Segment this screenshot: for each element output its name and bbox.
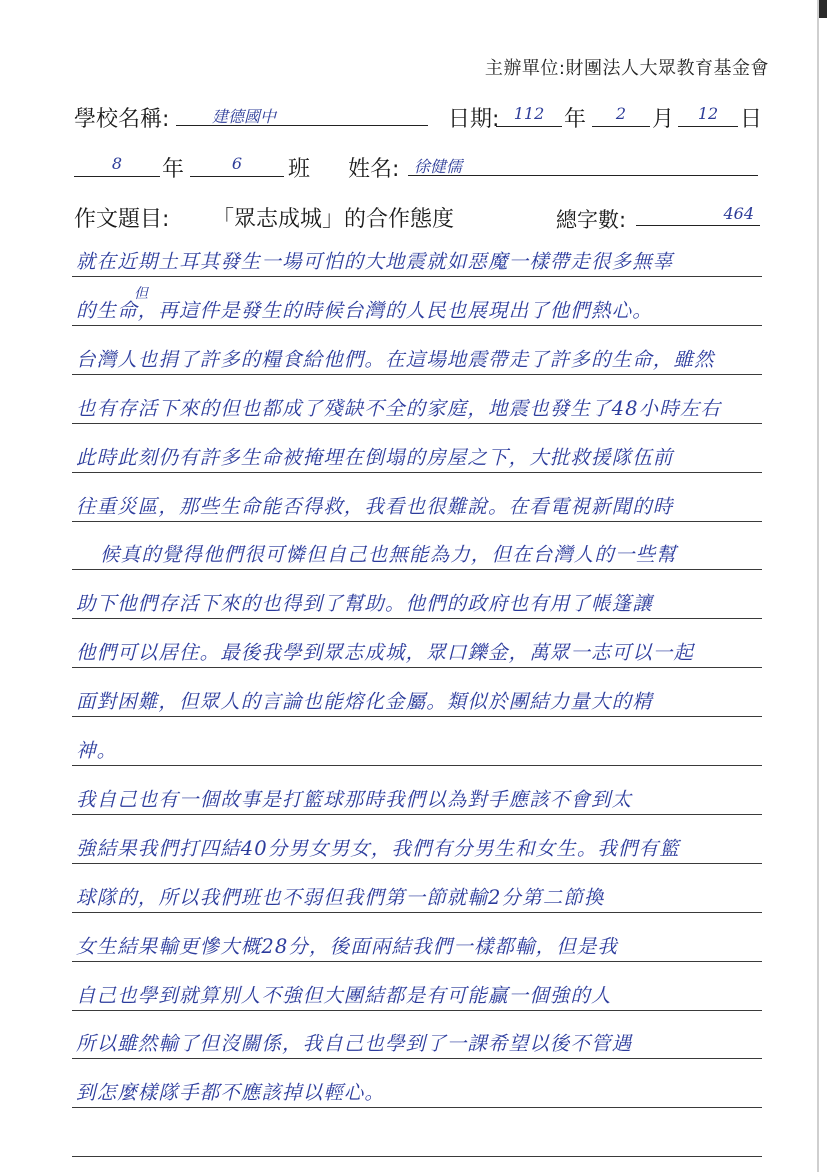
essay-line: 他們可以居住。最後我學到眾志成城，眾口鑠金，萬眾一志可以一起 bbox=[76, 641, 695, 664]
essay-line: 就在近期土耳其發生一場可怕的大地震就如惡魔一樣帶走很多無辜 bbox=[76, 250, 674, 273]
school-field: 建德國中 bbox=[176, 104, 428, 126]
essay-line: 此時此刻仍有許多生命被掩埋在倒塌的房屋之下，大批救援隊伍前 bbox=[76, 446, 674, 469]
year-field: 112 bbox=[496, 104, 562, 127]
ruled-line bbox=[72, 667, 762, 668]
grade-label: 年 bbox=[162, 157, 185, 182]
essay-line: 所以雖然輸了但沒關係，我自己也學到了一課希望以後不管遇 bbox=[76, 1032, 633, 1055]
ruled-line bbox=[72, 961, 762, 962]
essay-line: 面對困難，但眾人的言論也能熔化金屬。類似於團結力量大的精 bbox=[76, 690, 653, 713]
ruled-line bbox=[72, 814, 762, 815]
topic-title: 「眾志成城」的合作態度 bbox=[212, 207, 455, 232]
essay-line: 往重災區，那些生命能否得救，我看也很難說。在看電視新聞的時 bbox=[76, 495, 674, 518]
essay-line: 自己也學到就算別人不強但大團結都是有可能贏一個強的人 bbox=[76, 984, 612, 1007]
day-label: 日 bbox=[740, 107, 763, 132]
date-label: 日期: bbox=[448, 107, 500, 132]
binding-mark bbox=[819, 0, 827, 18]
ruled-line bbox=[72, 374, 762, 375]
class-field: 6 bbox=[190, 154, 284, 177]
ruled-line bbox=[72, 1058, 762, 1059]
name-label: 姓名: bbox=[348, 157, 400, 182]
insertion-mark: 但 bbox=[134, 286, 148, 302]
binding-edge bbox=[817, 0, 819, 1172]
school-label: 學校名稱: bbox=[74, 107, 170, 132]
year-label: 年 bbox=[564, 107, 587, 132]
ruled-line bbox=[72, 472, 762, 473]
day-field: 12 bbox=[678, 104, 738, 127]
essay-line: 到怎麼樣隊手都不應該掉以輕心。 bbox=[76, 1081, 386, 1104]
name-field: 徐健儒 bbox=[408, 154, 758, 176]
class-label: 班 bbox=[288, 157, 311, 182]
ruled-line bbox=[72, 1156, 762, 1157]
ruled-line bbox=[72, 1107, 762, 1108]
ruled-line bbox=[72, 863, 762, 864]
essay-line: 候真的覺得他們很可憐但自己也無能為力，但在台灣人的一些幫 bbox=[100, 543, 677, 566]
organizer-text: 主辦單位:財團法人大眾教育基金會 bbox=[484, 58, 769, 79]
essay-line: 女生結果輸更慘大概28分，後面兩結我們一樣都輸，但是我 bbox=[76, 935, 619, 958]
topic-label: 作文題目: bbox=[74, 207, 170, 232]
essay-line: 台灣人也捐了許多的糧食給他們。在這場地震帶走了許多的生命，雖然 bbox=[76, 348, 715, 371]
word-count-field: 464 bbox=[636, 204, 760, 226]
ruled-line bbox=[72, 276, 762, 277]
essay-line: 強結果我們打四結40分男女男女，我們有分男生和女生。我們有籃 bbox=[76, 837, 680, 860]
essay-line: 的生命，再這件是發生的時候台灣的人民也展現出了他們熱心。 bbox=[76, 299, 653, 322]
ruled-line bbox=[72, 912, 762, 913]
ruled-line bbox=[72, 1010, 762, 1011]
ruled-line bbox=[72, 325, 762, 326]
month-field: 2 bbox=[592, 104, 650, 127]
month-label: 月 bbox=[652, 107, 675, 132]
ruled-line bbox=[72, 716, 762, 717]
essay-line: 球隊的，所以我們班也不弱但我們第一節就輸2分第二節換 bbox=[76, 886, 605, 909]
essay-line: 也有存活下來的但也都成了殘缺不全的家庭，地震也發生了48小時左右 bbox=[76, 397, 722, 420]
word-count-label: 總字數: bbox=[556, 208, 627, 232]
ruled-line bbox=[72, 765, 762, 766]
ruled-line bbox=[72, 521, 762, 522]
grade-field: 8 bbox=[74, 154, 160, 177]
ruled-line bbox=[72, 569, 762, 570]
essay-line: 我自己也有一個故事是打籃球那時我們以為對手應該不會到太 bbox=[76, 788, 633, 811]
essay-line: 神。 bbox=[76, 739, 118, 762]
ruled-line bbox=[72, 423, 762, 424]
essay-line: 助下他們存活下來的也得到了幫助。他們的政府也有用了帳篷讓 bbox=[76, 592, 653, 615]
ruled-line bbox=[72, 618, 762, 619]
